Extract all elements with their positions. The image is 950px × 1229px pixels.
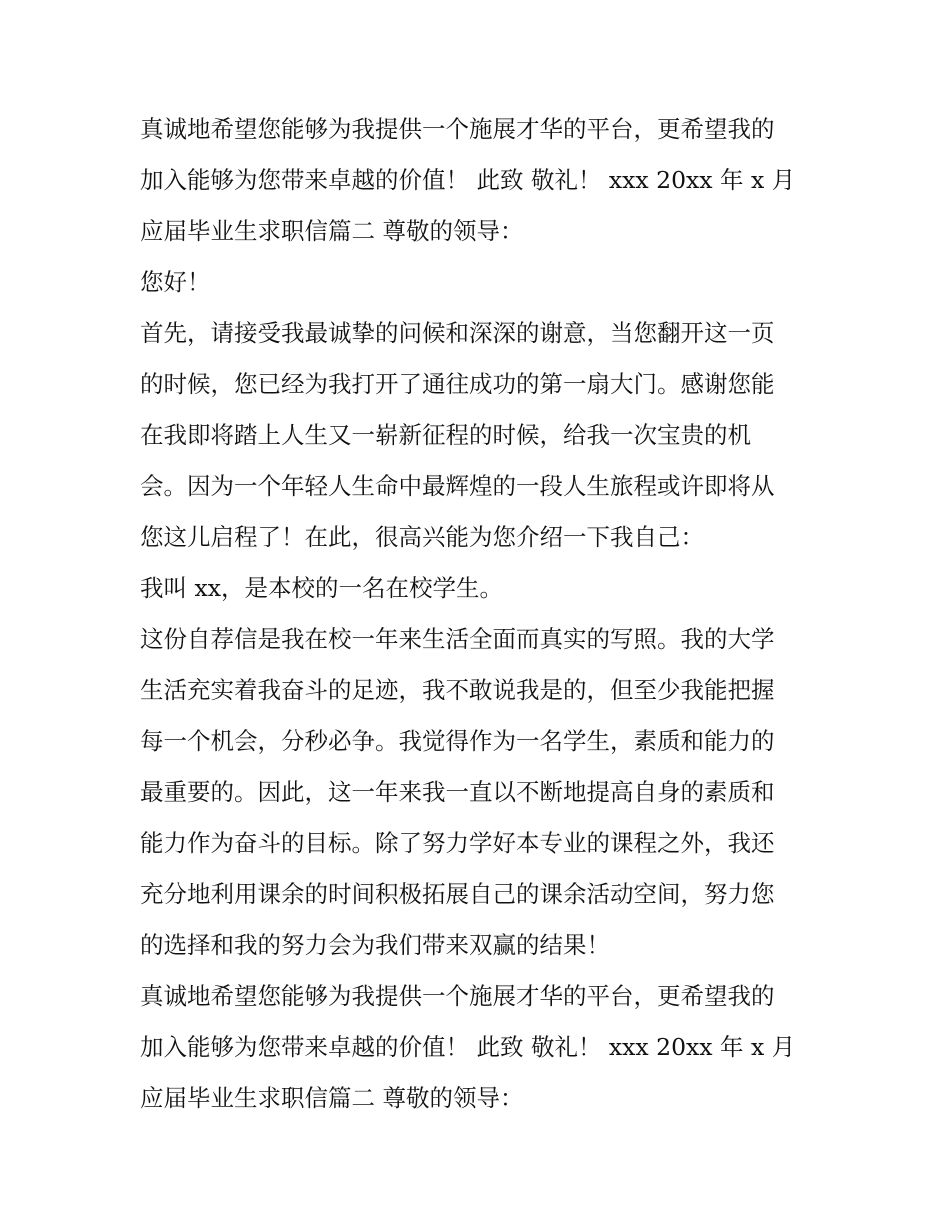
text-line: 我叫 xx，是本校的一名在校学生。 [140,574,503,602]
text-line: 您这儿启程了！在此，很高兴能为您介绍一下我自己： [140,523,704,551]
text-line: 加入能够为您带来卓越的价值！ 此致 敬礼！ xxx 20xx 年 x 月 [140,1033,796,1061]
text-line: 能力作为奋斗的目标。除了努力学好本专业的课程之外，我还 [140,829,775,857]
text-line: 应届毕业生求职信篇二 尊敬的领导： [140,217,524,245]
text-line: 这份自荐信是我在校一年来生活全面而真实的写照。我的大学 [140,625,775,653]
text-line: 的时候，您已经为我打开了通往成功的第一扇大门。感谢您能 [140,370,775,398]
text-line: 生活充实着我奋斗的足迹，我不敢说我是的，但至少我能把握 [140,676,775,704]
text-line: 充分地利用课余的时间积极拓展自己的课余活动空间，努力您 [140,880,775,908]
text-line: 最重要的。因此，这一年来我一直以不断地提高自身的素质和 [140,778,775,806]
text-line: 会。因为一个年轻人生命中最辉煌的一段人生旅程或许即将从 [140,472,775,500]
text-line: 的选择和我的努力会为我们带来双赢的结果！ [140,931,610,959]
text-line: 真诚地希望您能够为我提供一个施展才华的平台，更希望我的 [140,115,775,143]
text-line: 加入能够为您带来卓越的价值！ 此致 敬礼！ xxx 20xx 年 x 月 [140,166,796,194]
text-line: 首先，请接受我最诚挚的问候和深深的谢意，当您翻开这一页 [140,319,775,347]
text-line: 您好！ [140,268,211,296]
text-line: 每一个机会，分秒必争。我觉得作为一名学生，素质和能力的 [140,727,775,755]
letter-body [140,104,820,1124]
text-line: 应届毕业生求职信篇二 尊敬的领导： [140,1084,524,1112]
text-line: 真诚地希望您能够为我提供一个施展才华的平台，更希望我的 [140,982,775,1010]
text-line: 在我即将踏上人生又一崭新征程的时候，给我一次宝贵的机 [140,421,751,449]
